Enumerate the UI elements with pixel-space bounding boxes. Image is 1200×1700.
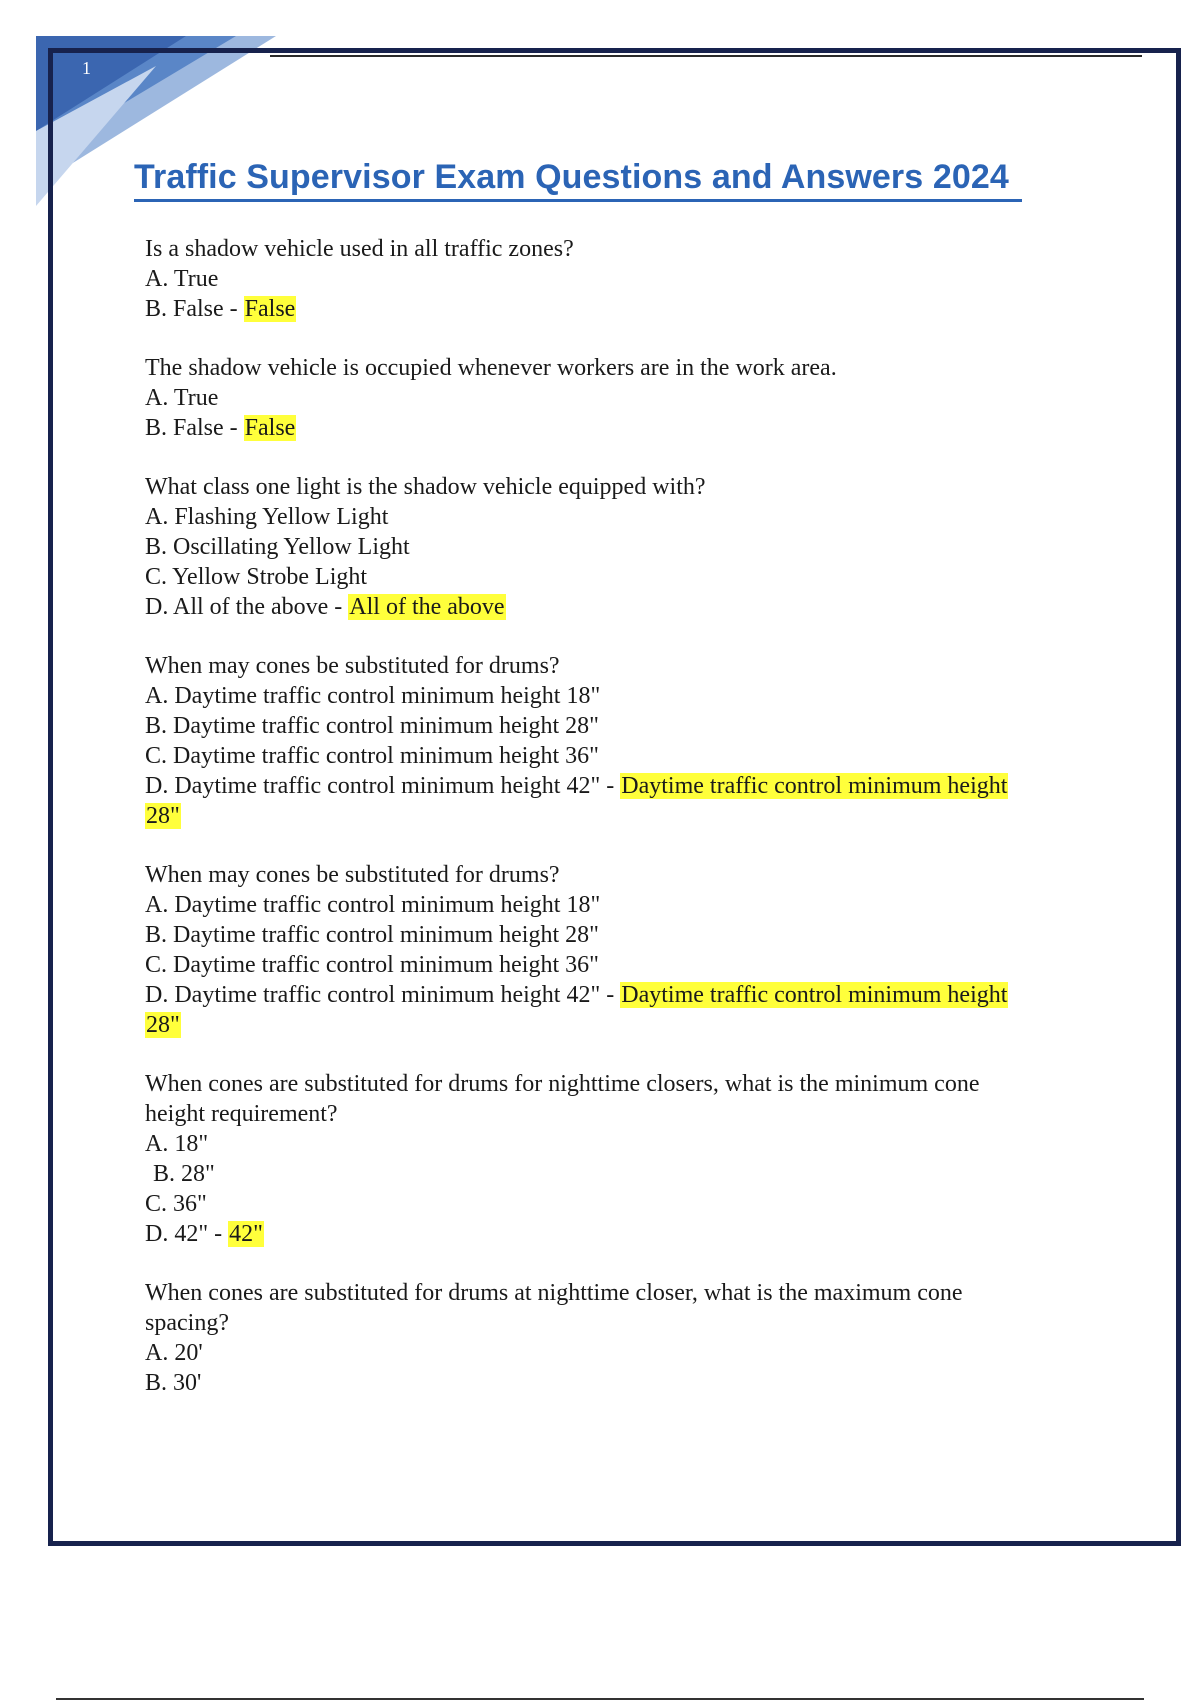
question-text: When cones are substituted for drums for nighttime closers, what is the minimum cone (145, 1071, 980, 1097)
question-text: Is a shadow vehicle used in all traffic zones? (145, 236, 574, 262)
question-block (145, 353, 1090, 443)
question-block (145, 651, 1090, 831)
option: C. 36" (145, 1191, 207, 1217)
option: A. Flashing Yellow Light (145, 504, 389, 530)
option: A. True (145, 385, 219, 411)
title-underline (134, 199, 1022, 202)
questions-list (145, 234, 1090, 1427)
option-with-answer (145, 1219, 1090, 1249)
header-rule (270, 55, 1142, 57)
separator: - (600, 982, 621, 1008)
question-block (145, 860, 1090, 1040)
option-with-answer (145, 294, 1090, 324)
question-text: The shadow vehicle is occupied whenever workers are in the work area. (145, 355, 837, 381)
separator: - (208, 1221, 229, 1247)
option: B. 30' (145, 1370, 202, 1396)
answer-highlight: 42" (229, 1221, 263, 1247)
option: C. Daytime traffic control minimum height 36" (145, 743, 599, 769)
option: A. 20' (145, 1340, 203, 1366)
question-text: When may cones be substituted for drums? (145, 862, 560, 888)
question-block (145, 472, 1090, 622)
option: C. Daytime traffic control minimum height 36" (145, 952, 599, 978)
option: B. Daytime traffic control minimum height 28" (145, 922, 599, 948)
option-with-answer (145, 771, 1090, 801)
separator: - (600, 773, 621, 799)
document-title: Traffic Supervisor Exam Questions and Answers 2024 (134, 158, 1009, 196)
option: D. All of the above (145, 594, 329, 620)
option: D. Daytime traffic control minimum height 42" (145, 773, 601, 799)
option-with-answer (145, 980, 1090, 1010)
answer-highlight: 28" (146, 803, 180, 829)
answer-highlight: Daytime traffic control minimum height (621, 982, 1008, 1008)
answer-highlight: False (244, 415, 296, 441)
option: B. Oscillating Yellow Light (145, 534, 410, 560)
question-text-continued: height requirement? (145, 1101, 338, 1127)
answer-continuation (145, 1010, 1090, 1040)
option-with-answer (145, 413, 1090, 443)
option: C. Yellow Strobe Light (145, 564, 368, 590)
answer-highlight: False (244, 296, 296, 322)
separator: - (328, 594, 349, 620)
option: B. 28" (153, 1161, 215, 1187)
question-text-continued: spacing? (145, 1310, 229, 1336)
answer-highlight: Daytime traffic control minimum height (621, 773, 1008, 799)
option: A. True (145, 266, 219, 292)
option: A. Daytime traffic control minimum height 18" (145, 892, 601, 918)
question-block (145, 1278, 1090, 1398)
option: D. Daytime traffic control minimum height 42" (145, 982, 601, 1008)
answer-continuation (145, 801, 1090, 831)
question-block (145, 234, 1090, 324)
option: D. 42" (145, 1221, 209, 1247)
separator: - (223, 296, 244, 322)
question-block (145, 1069, 1090, 1249)
answer-highlight: 28" (146, 1012, 180, 1038)
separator: - (223, 415, 244, 441)
answer-highlight: All of the above (349, 594, 505, 620)
option: B. False (145, 296, 224, 322)
option: A. 18" (145, 1131, 209, 1157)
option: A. Daytime traffic control minimum height 18" (145, 683, 601, 709)
option-with-answer (145, 592, 1090, 622)
page-number: 1 (82, 58, 91, 78)
question-text: When cones are substituted for drums at nighttime closer, what is the maximum cone (145, 1280, 963, 1306)
option: B. Daytime traffic control minimum height 28" (145, 713, 599, 739)
question-text: What class one light is the shadow vehicle equipped with? (145, 474, 706, 500)
question-text: When may cones be substituted for drums? (145, 653, 560, 679)
option: B. False (145, 415, 224, 441)
